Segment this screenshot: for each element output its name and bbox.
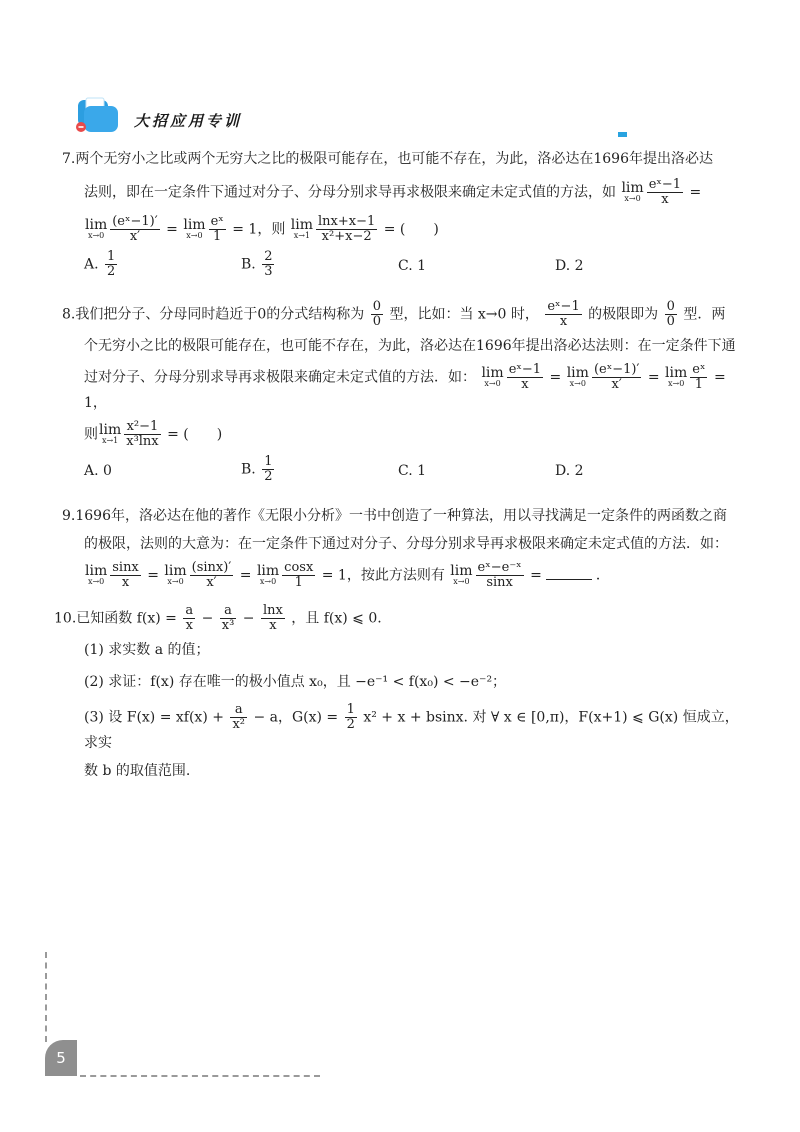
question-text: 法则，即在一定条件下通过对分子、分母分别求导再求极限来确定未定式值的方法，如 xyxy=(84,184,616,201)
fraction: $\frac{\ln x+x-1}{\text{x²+x−2}}$ xyxy=(318,214,376,244)
question-list xyxy=(54,148,742,782)
fill-blank xyxy=(546,579,592,580)
fraction: $\frac{\text{eˣ−1}}{x}$ xyxy=(508,362,542,392)
question-9: 9.1696年，洛必达在他的著作《无限小分析》一书中创造了一种算法，用以寻找满足一定条件的两函数之商 的极限，法则的大意为：在一定条件下通过对分子、分母分别求导再求极限来确定未定式值的方法．如： lim x→0 $\frac{\sin x}{x}$ = lim x→0 $\frac{(\sin x)'}{x'}$ = lim x→0 $\frac{\cos x}{1}$ = 1，按此方法则有 lim x→0 $\frac{\text{eˣ−e⁻ˣ}}{\sin x}$ = ． xyxy=(62,505,742,590)
question-number: 7. xyxy=(62,151,76,167)
answer-options xyxy=(62,250,742,282)
question-number: 8. xyxy=(62,306,76,323)
book-logo-icon xyxy=(72,96,124,134)
option-b: B. $\frac{2}{3}$ xyxy=(241,249,273,279)
option-b: B. $\frac{1}{2}$ xyxy=(241,454,273,484)
answer-blank: = ( ) xyxy=(383,221,439,238)
limit-operator: lim x→0 xyxy=(164,563,187,586)
option-c: C. 1 xyxy=(398,463,427,479)
limit-operator: lim x→0 xyxy=(566,365,589,388)
limit-operator: lim x→0 xyxy=(183,217,206,240)
fraction: $\frac{\text{eˣ−e⁻ˣ}}{\sin x}$ xyxy=(477,560,522,590)
limit-operator: lim x→0 xyxy=(85,563,108,586)
limit-operator: lim x→0 xyxy=(256,563,280,586)
option-c: C. 1 xyxy=(398,258,427,274)
limit-operator: lim x→1 xyxy=(99,422,122,445)
fraction: $\frac{a}{\text{x²}}$ xyxy=(232,702,245,732)
question-7: 7.两个无穷小之比或两个无穷大之比的极限可能存在，也可能不存在，为此，洛必达在1696年提出洛必达 法则，即在一定条件下通过对分子、分母分别求导再求极限来确定未定式值的方法，如 lim x→0 $\frac{\text{eˣ−1}}{x}$ = lim x→0 $\frac{\text{(eˣ−1)′}}{x'}$ = lim x→0 $\frac{\text{eˣ}}{1}$ = 1，则 lim x→1 $\frac{\ln x+x-1}{\text{x²+x−2}}$ = ( ) A. $\frac{1}{2}$ B. $\frac{2}{3}$ C. 1 D. 2 xyxy=(62,148,742,282)
limit-operator: lim x→0 xyxy=(450,563,473,586)
dashed-footer-line xyxy=(80,1075,320,1077)
fraction: $\frac{a}{x}$ xyxy=(185,603,194,633)
question-10: 10.已知函数 f(x) = $\frac{a}{x}$ − $\frac{a}{\text{x³}}$ − $\frac{\ln x}{x}$ ，且 f(x) ⩽ 0. (1) 求实数 a 的值； (2) 求证：f(x) 存在唯一的极小值点 x₀，且 −e⁻¹ < f(x₀) < −e⁻²； (3) 设 F(x) = xf(x) + $\frac{a}{\text{x²}}$ − a，G(x) = $\frac{1}{2}$ x² + x + bsinx. 对 ∀ x ∈ [0,π)，F(x+1) ⩽ G(x) 恒成立，求实 数 b 的取值范围. xyxy=(54,604,742,782)
fraction: $\frac{\text{eˣ−1}}{x}$ xyxy=(547,299,580,329)
dashed-margin-line xyxy=(45,952,47,1042)
question-text: 1696年，洛必达在他的著作《无限小分析》一书中创造了一种算法，用以寻找满足一定条件的两函数之商 xyxy=(75,508,727,524)
answer-blank: = ( ) xyxy=(167,426,223,443)
fraction: $\frac{\sin x}{x}$ xyxy=(112,560,139,590)
section-title: 大招应用专训 xyxy=(134,112,243,130)
option-a: A. 0 xyxy=(84,463,112,479)
fraction: $\frac{(\sin x)'}{x'}$ xyxy=(191,560,232,590)
limit-operator: lim x→0 xyxy=(85,217,108,240)
fraction: $\frac{1}{2}$ xyxy=(346,702,355,732)
fraction: $\frac{\cos x}{1}$ xyxy=(284,560,314,590)
limit-operator: lim x→0 xyxy=(665,365,688,388)
sub-question-2: (2) 求证：f(x) 存在唯一的极小值点 x₀，且 −e⁻¹ < f(x₀) < −e⁻²； xyxy=(84,674,507,690)
option-d: D. 2 xyxy=(555,258,584,274)
accent-mark xyxy=(618,132,627,137)
fraction: $\frac{\text{(eˣ−1)′}}{x'}$ xyxy=(112,214,158,244)
fraction: $\frac{\ln x}{x}$ xyxy=(262,603,283,633)
question-number: 10. xyxy=(54,610,77,627)
limit-operator: lim x→1 xyxy=(290,217,314,240)
fraction: $\frac{\text{eˣ}}{1}$ xyxy=(692,362,706,392)
fraction: $\frac{\text{eˣ−1}}{x}$ xyxy=(648,177,682,207)
question-number: 9. xyxy=(62,508,76,524)
sub-question-3: (3) 设 F(x) = xf(x) + $\frac{a}{\text{x²}}$ − a，G(x) = $\frac{1}{2}$ x² + x + bsinx. 对 ∀ x ∈ [0,π)，F(x+1) ⩽ G(x) 恒成立，求实 xyxy=(84,702,739,751)
sub-question-1: (1) 求实数 a 的值； xyxy=(84,642,210,658)
option-d: D. 2 xyxy=(555,463,584,479)
option-a: A. $\frac{1}{2}$ xyxy=(84,249,116,279)
question-8: 8.我们把分子、分母同时趋近于0的分式结构称为 $\frac{0}{0}$ 型，比如：当 x→0 时， $\frac{\text{eˣ−1}}{x}$ 的极限即为 $\frac{0}{0}$ 型．两 个无穷小之比的极限可能存在，也可能不存在，为此，洛必达在1696年提出洛必达法则：在一定条件下通 过对分子、分母分别求导再求极限来确定未定式值的方法．如： lim x→0 $\frac{\text{eˣ−1}}{x}$ = lim x→0 $\frac{\text{(eˣ−1)′}}{x'}$ = lim x→0 $\frac{\text{eˣ}}{1}$ = 1， 则 lim x→1 $\frac{\text{x²−1}}{\text{x³lnx}}$ = ( ) A. 0 B. $\frac{1}{2}$ C. 1 D. 2 xyxy=(62,300,742,487)
limit-operator: lim x→0 xyxy=(621,180,644,203)
question-text: 个无穷小之比的极限可能存在，也可能不存在，为此，洛必达在1696年提出洛必达法则：在一定条件下通 xyxy=(84,338,736,354)
fraction: $\frac{\text{eˣ}}{1}$ xyxy=(210,214,224,244)
fraction: $\frac{a}{\text{x³}}$ xyxy=(221,603,235,633)
fraction: $\frac{\text{x²−1}}{\text{x³lnx}}$ xyxy=(126,419,159,449)
answer-options xyxy=(62,455,742,487)
page-number: 5 xyxy=(45,1040,77,1076)
fraction: $\frac{0}{0}$ xyxy=(372,299,381,329)
limit-operator: lim x→0 xyxy=(481,365,504,388)
fraction: $\frac{\text{(eˣ−1)′}}{x'}$ xyxy=(593,362,640,392)
sub-question-3-cont: 数 b 的取值范围. xyxy=(84,763,191,779)
fraction: $\frac{0}{0}$ xyxy=(666,299,675,329)
question-text: 两个无穷小之比或两个无穷大之比的极限可能存在，也可能不存在，为此，洛必达在1696年提出洛必达 xyxy=(75,151,713,167)
question-text: 的极限，法则的大意为：在一定条件下通过对分子、分母分别求导再求极限来确定未定式值的方法．如： xyxy=(84,536,728,552)
